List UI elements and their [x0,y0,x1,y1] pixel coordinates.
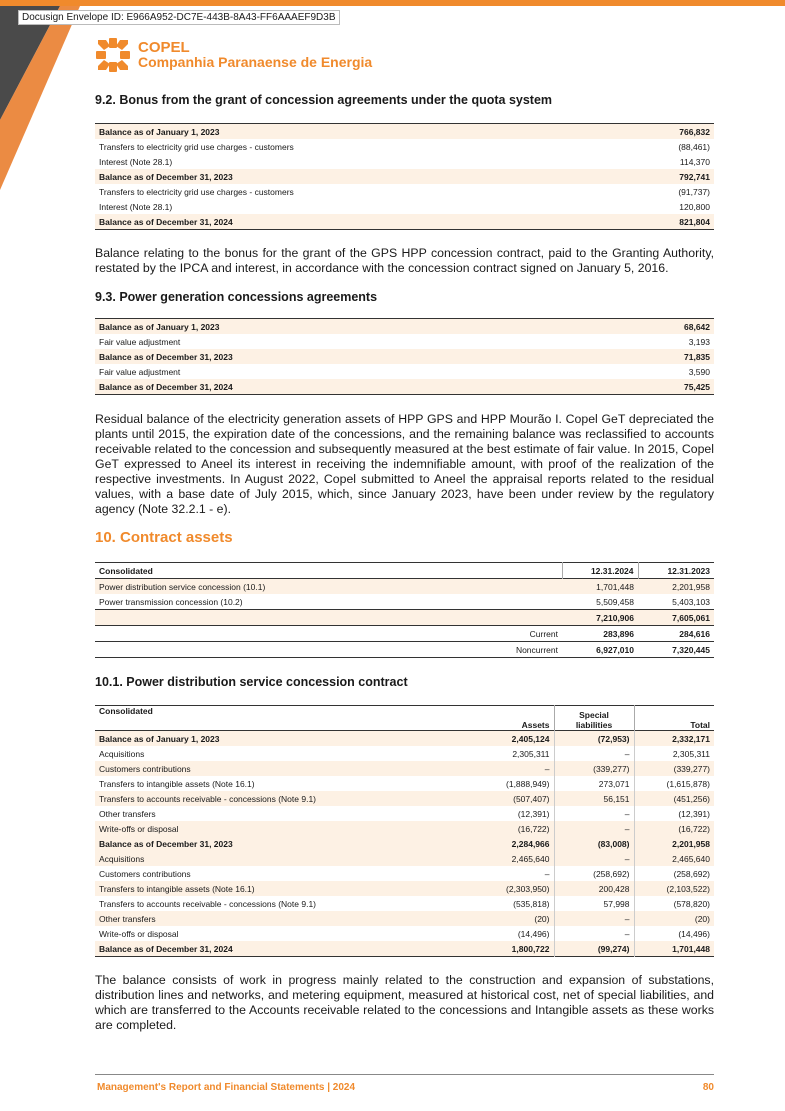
table-row: Balance as of January 1, 2023 68,642 [95,319,714,335]
table-row: Customers contributions – (339,277) (339,277) [95,761,714,776]
table-row: Customers contributions – (258,692) (258,692) [95,866,714,881]
table-row: Other transfers (12,391) – (12,391) [95,806,714,821]
generation-paragraph: Residual balance of the electricity generation assets of HPP GPS and HPP Mourão I. Copel GeT depreciated the plants until 2015, the expiration date of the concessions, and the remaining balance was reclassified to accounts receivable related to the concession and subsequently measured at the best estimate of fair value. In 2015, Copel GeT expressed to Aneel its interest in receiving the indemnifiable amount, with proof of the realization of the respective investments. In August 2022, Copel submitted to Aneel the appraisal reports related to the residual values, with a base date of July 2015, which, since January 2023, have been under review by the regulatory agency (Note 32.2.1 - e). [95,412,714,516]
bonus-paragraph: Balance relating to the bonus for the grant of the GPS HPP concession contract, paid to the Granting Authority, restated by the IPCA and interest, in accordance with the concession contract signed on January 5, 2016. [95,246,714,275]
page-content [95,93,714,1033]
table-row: Interest (Note 28.1) 114,370 [99,156,710,167]
footer-title: Management's Report and Financial Statements | 2024 [97,1082,356,1093]
table-row: Transfers to electricity grid use charges - customers (91,737) [99,186,710,197]
table-row: Power transmission concession (10.2) 5,509,458 5,403,103 [95,594,714,610]
table-row: Balance as of January 1, 2023 766,832 [95,124,714,140]
table-row: Transfers to intangible assets (Note 16.1) (1,888,949) 273,071 (1,615,878) [95,776,714,791]
table-row: Other transfers (20) – (20) [95,911,714,926]
corner-decoration [0,0,90,200]
section-10-1-title: 10.1. Power distribution service concession contract [95,675,408,689]
logo-subtitle: Companhia Paranaense de Energia [138,54,373,70]
generation-table [95,318,714,395]
table-row: Acquisitions 2,305,311 – 2,305,311 [95,746,714,761]
table-row: Balance as of December 31, 2023 2,284,966 (83,008) 2,201,958 [95,836,714,851]
table-row: Noncurrent 6,927,010 7,320,445 [95,642,714,658]
table-row: Fair value adjustment 3,590 [99,366,710,377]
section-9-2-title: 9.2. Bonus from the grant of concession agreements under the quota system [95,93,553,107]
table-row: Transfers to electricity grid use charges - customers (88,461) [99,141,710,152]
table-row: Acquisitions 2,465,640 – 2,465,640 [95,851,714,866]
table-row: Current 283,896 284,616 [95,626,714,642]
table-total-row: 7,210,906 7,605,061 [95,610,714,626]
table-header-row: Consolidated 12.31.2024 12.31.2023 [95,563,714,579]
logo-title: COPEL [138,39,190,56]
table-row: Fair value adjustment 3,193 [99,336,710,347]
copel-logo [96,38,372,72]
distribution-table [95,705,714,957]
page-number: 80 [702,1082,714,1093]
table-row: Balance as of December 31, 2024 821,804 [95,214,714,230]
table-row: Balance as of December 31, 2024 75,425 [95,379,714,395]
table-row: Power distribution service concession (10.1) 1,701,448 2,201,958 [95,579,714,595]
table-row: Write-offs or disposal (16,722) – (16,722) [95,821,714,836]
table-row: Interest (Note 28.1) 120,800 [99,201,710,212]
table-row: Transfers to accounts receivable - concessions (Note 9.1) (535,818) 57,998 (578,820) [95,896,714,911]
copel-logo-icon [96,38,130,72]
table-row: Transfers to intangible assets (Note 16.1) (2,303,950) 200,428 (2,103,522) [95,881,714,896]
contract-assets-table [95,562,714,658]
table-row: Balance as of December 31, 2023 71,835 [95,349,714,364]
table-header-row: Consolidated Assets Special liabilities Total [95,706,714,731]
top-accent-bar [0,0,785,6]
docusign-envelope-id: Docusign Envelope ID: E966A952-DC7E-443B-8A43-FF6AAAEF9D3B [18,10,340,25]
distribution-paragraph: The balance consists of work in progress mainly related to the construction and expansion of substations, distribution lines and networks, and metering equipment, measured at historical cost, net of special liabilities, and which are transferred to the Accounts receivable related to the concessions and Intangible assets as these works are completed. [95,973,714,1032]
footer-divider [95,1074,714,1075]
table-row: Balance as of December 31, 2023 792,741 [95,169,714,184]
bonus-table [95,123,714,230]
table-row: Transfers to accounts receivable - concessions (Note 9.1) (507,407) 56,151 (451,256) [95,791,714,806]
section-9-3-title: 9.3. Power generation concessions agreements [95,290,378,304]
table-row: Balance as of January 1, 2023 2,405,124 (72,953) 2,332,171 [95,731,714,747]
table-row: Balance as of December 31, 2024 1,800,722 (99,274) 1,701,448 [95,941,714,957]
table-row: Write-offs or disposal (14,496) – (14,496) [95,926,714,941]
section-10-title: 10. Contract assets [95,529,233,546]
